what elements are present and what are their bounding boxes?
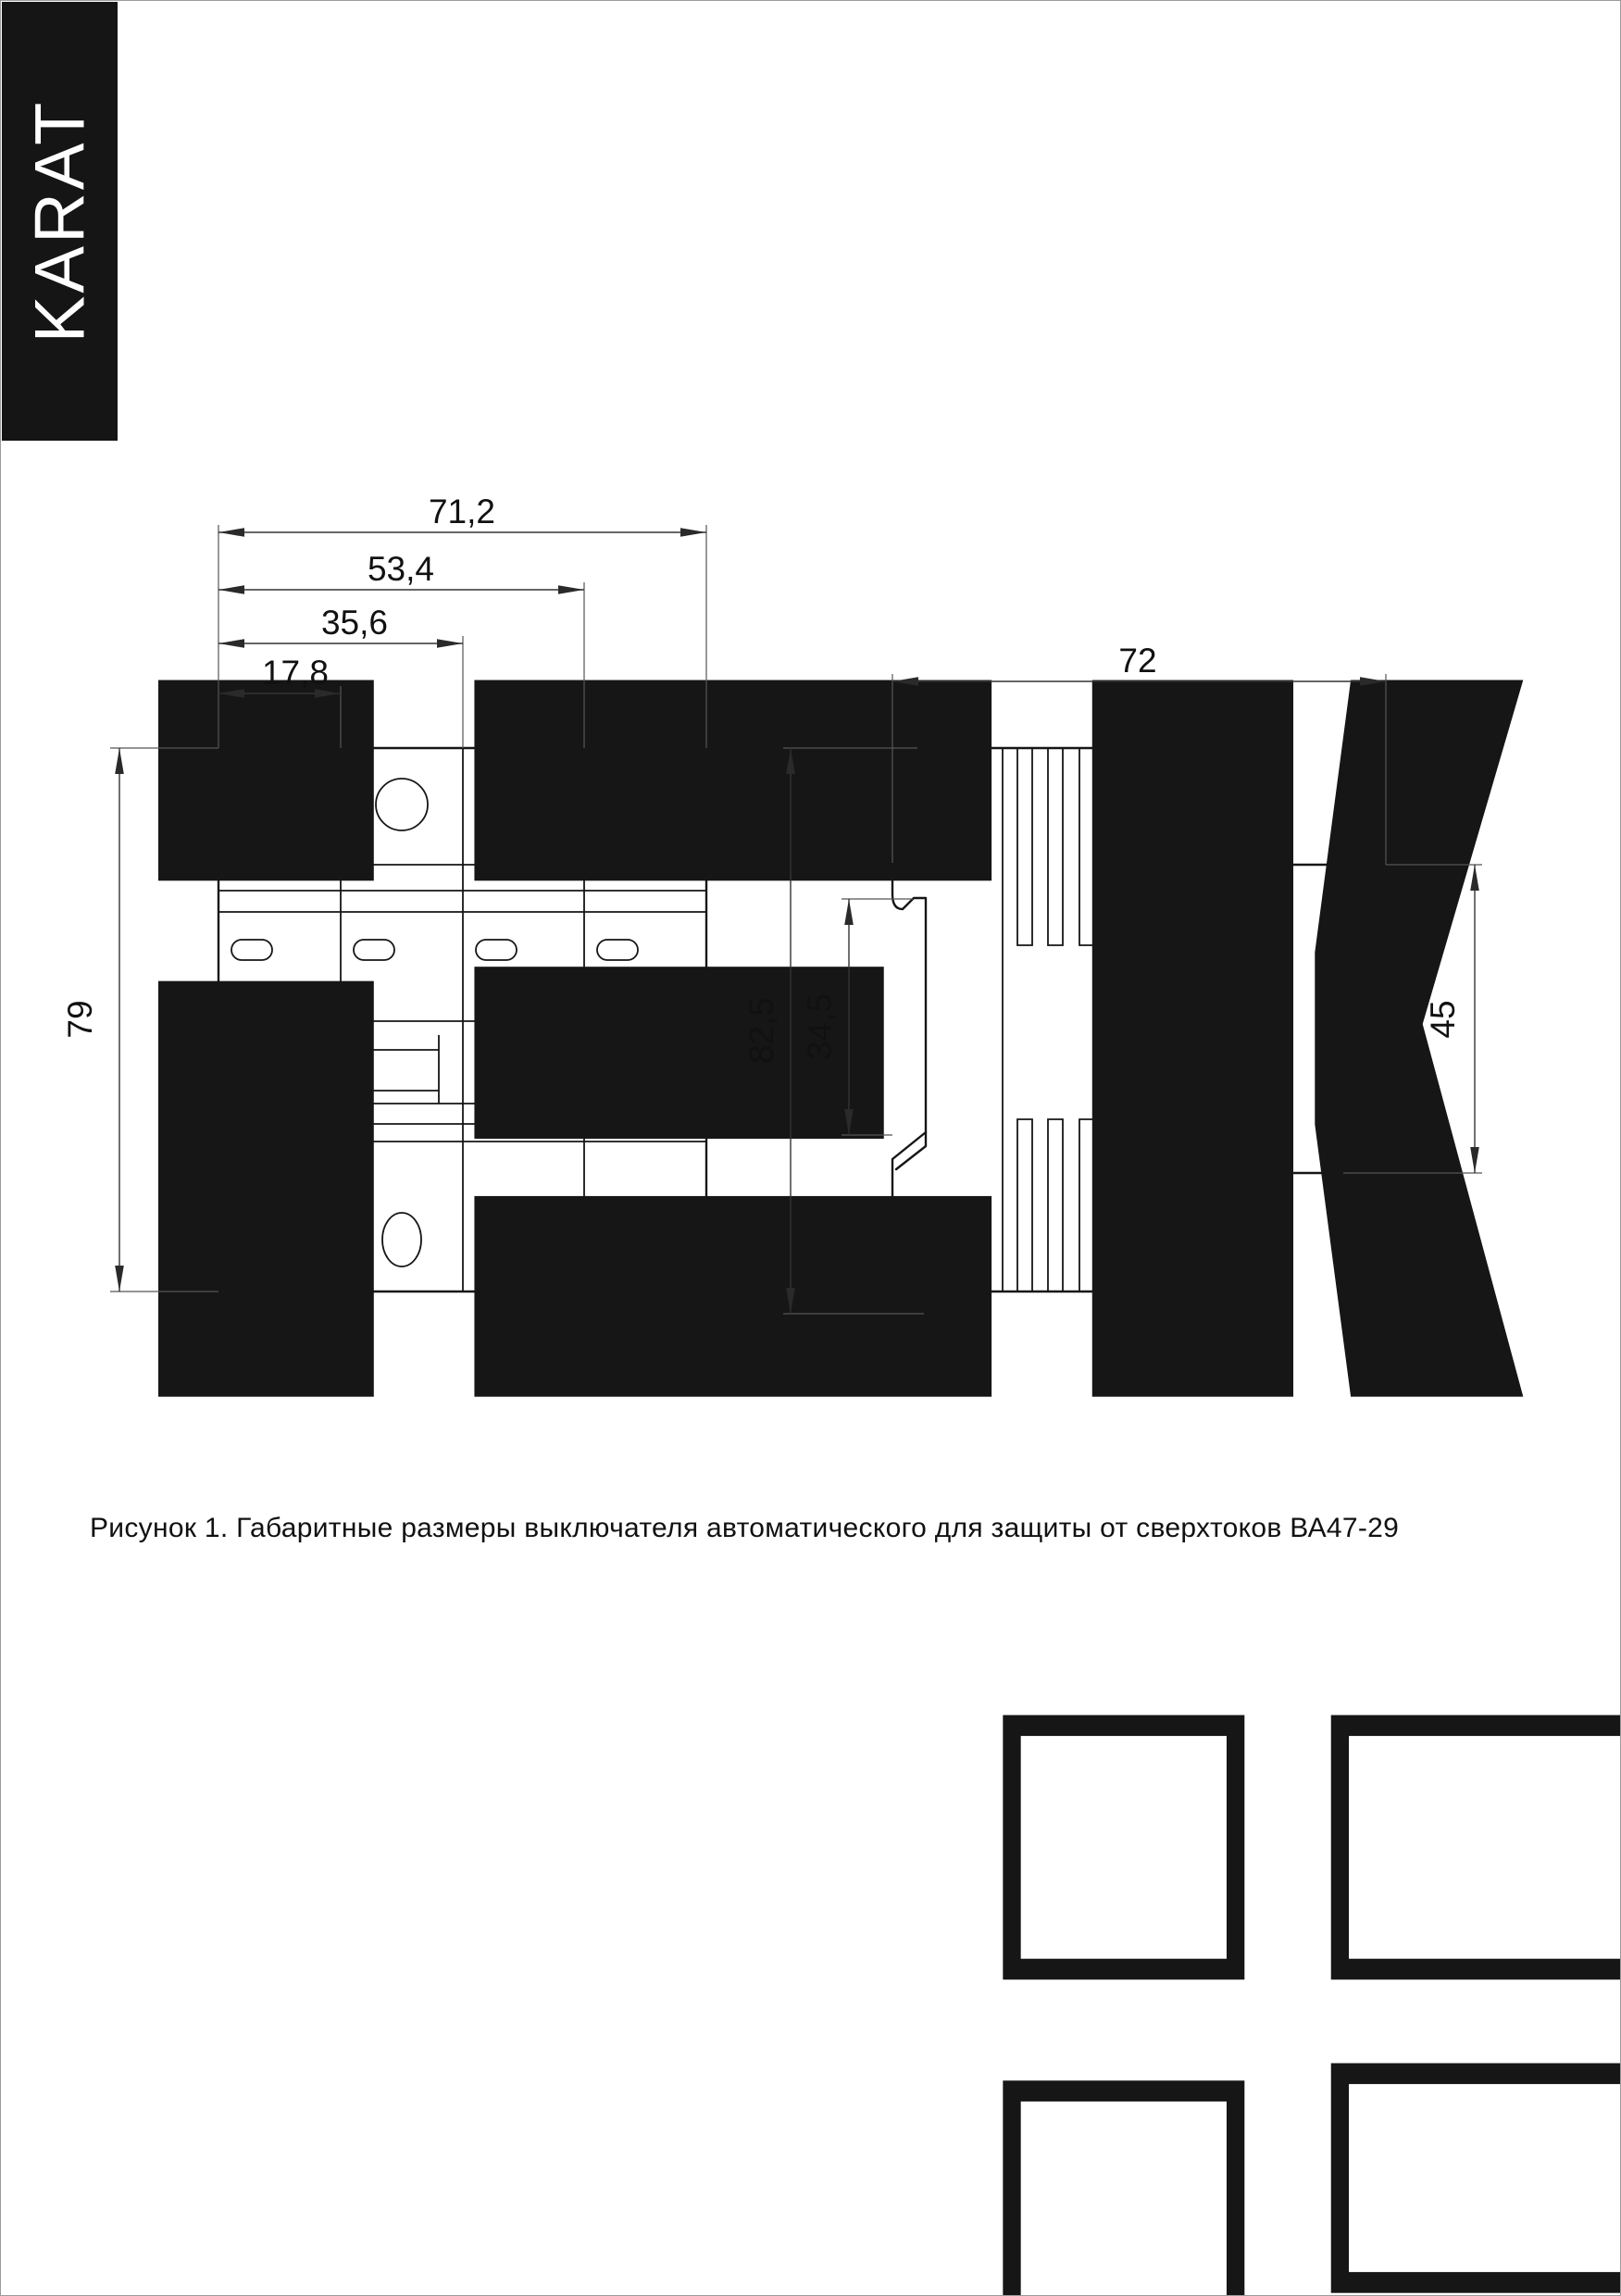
brand-label: KARAT: [20, 99, 99, 343]
dim-one-module: 17,8: [261, 654, 330, 692]
indicator-windows: [231, 940, 638, 960]
dim-din-opening: 34,5: [801, 992, 839, 1061]
dim-depth: 72: [1118, 642, 1157, 680]
dim-two-modules: 35,6: [320, 604, 389, 642]
front-view-drawing: [61, 493, 706, 1319]
dim-three-modules: 53,4: [367, 550, 435, 588]
dim-total-height: 82,5: [742, 996, 780, 1065]
dim-terminal-height: 45: [1424, 1000, 1462, 1039]
technical-drawing: [1, 1, 1621, 2296]
front-view-dimensions: [61, 493, 706, 1292]
dim-total-width: 71,2: [428, 493, 496, 530]
figure-caption: Рисунок 1. Габаритные размеры выключателя автоматического для защиты от сверхтоков ВА47-29: [90, 1513, 1400, 1543]
dim-body-height: 79: [61, 1000, 99, 1039]
iek-logo-side: [1012, 1726, 1621, 2296]
